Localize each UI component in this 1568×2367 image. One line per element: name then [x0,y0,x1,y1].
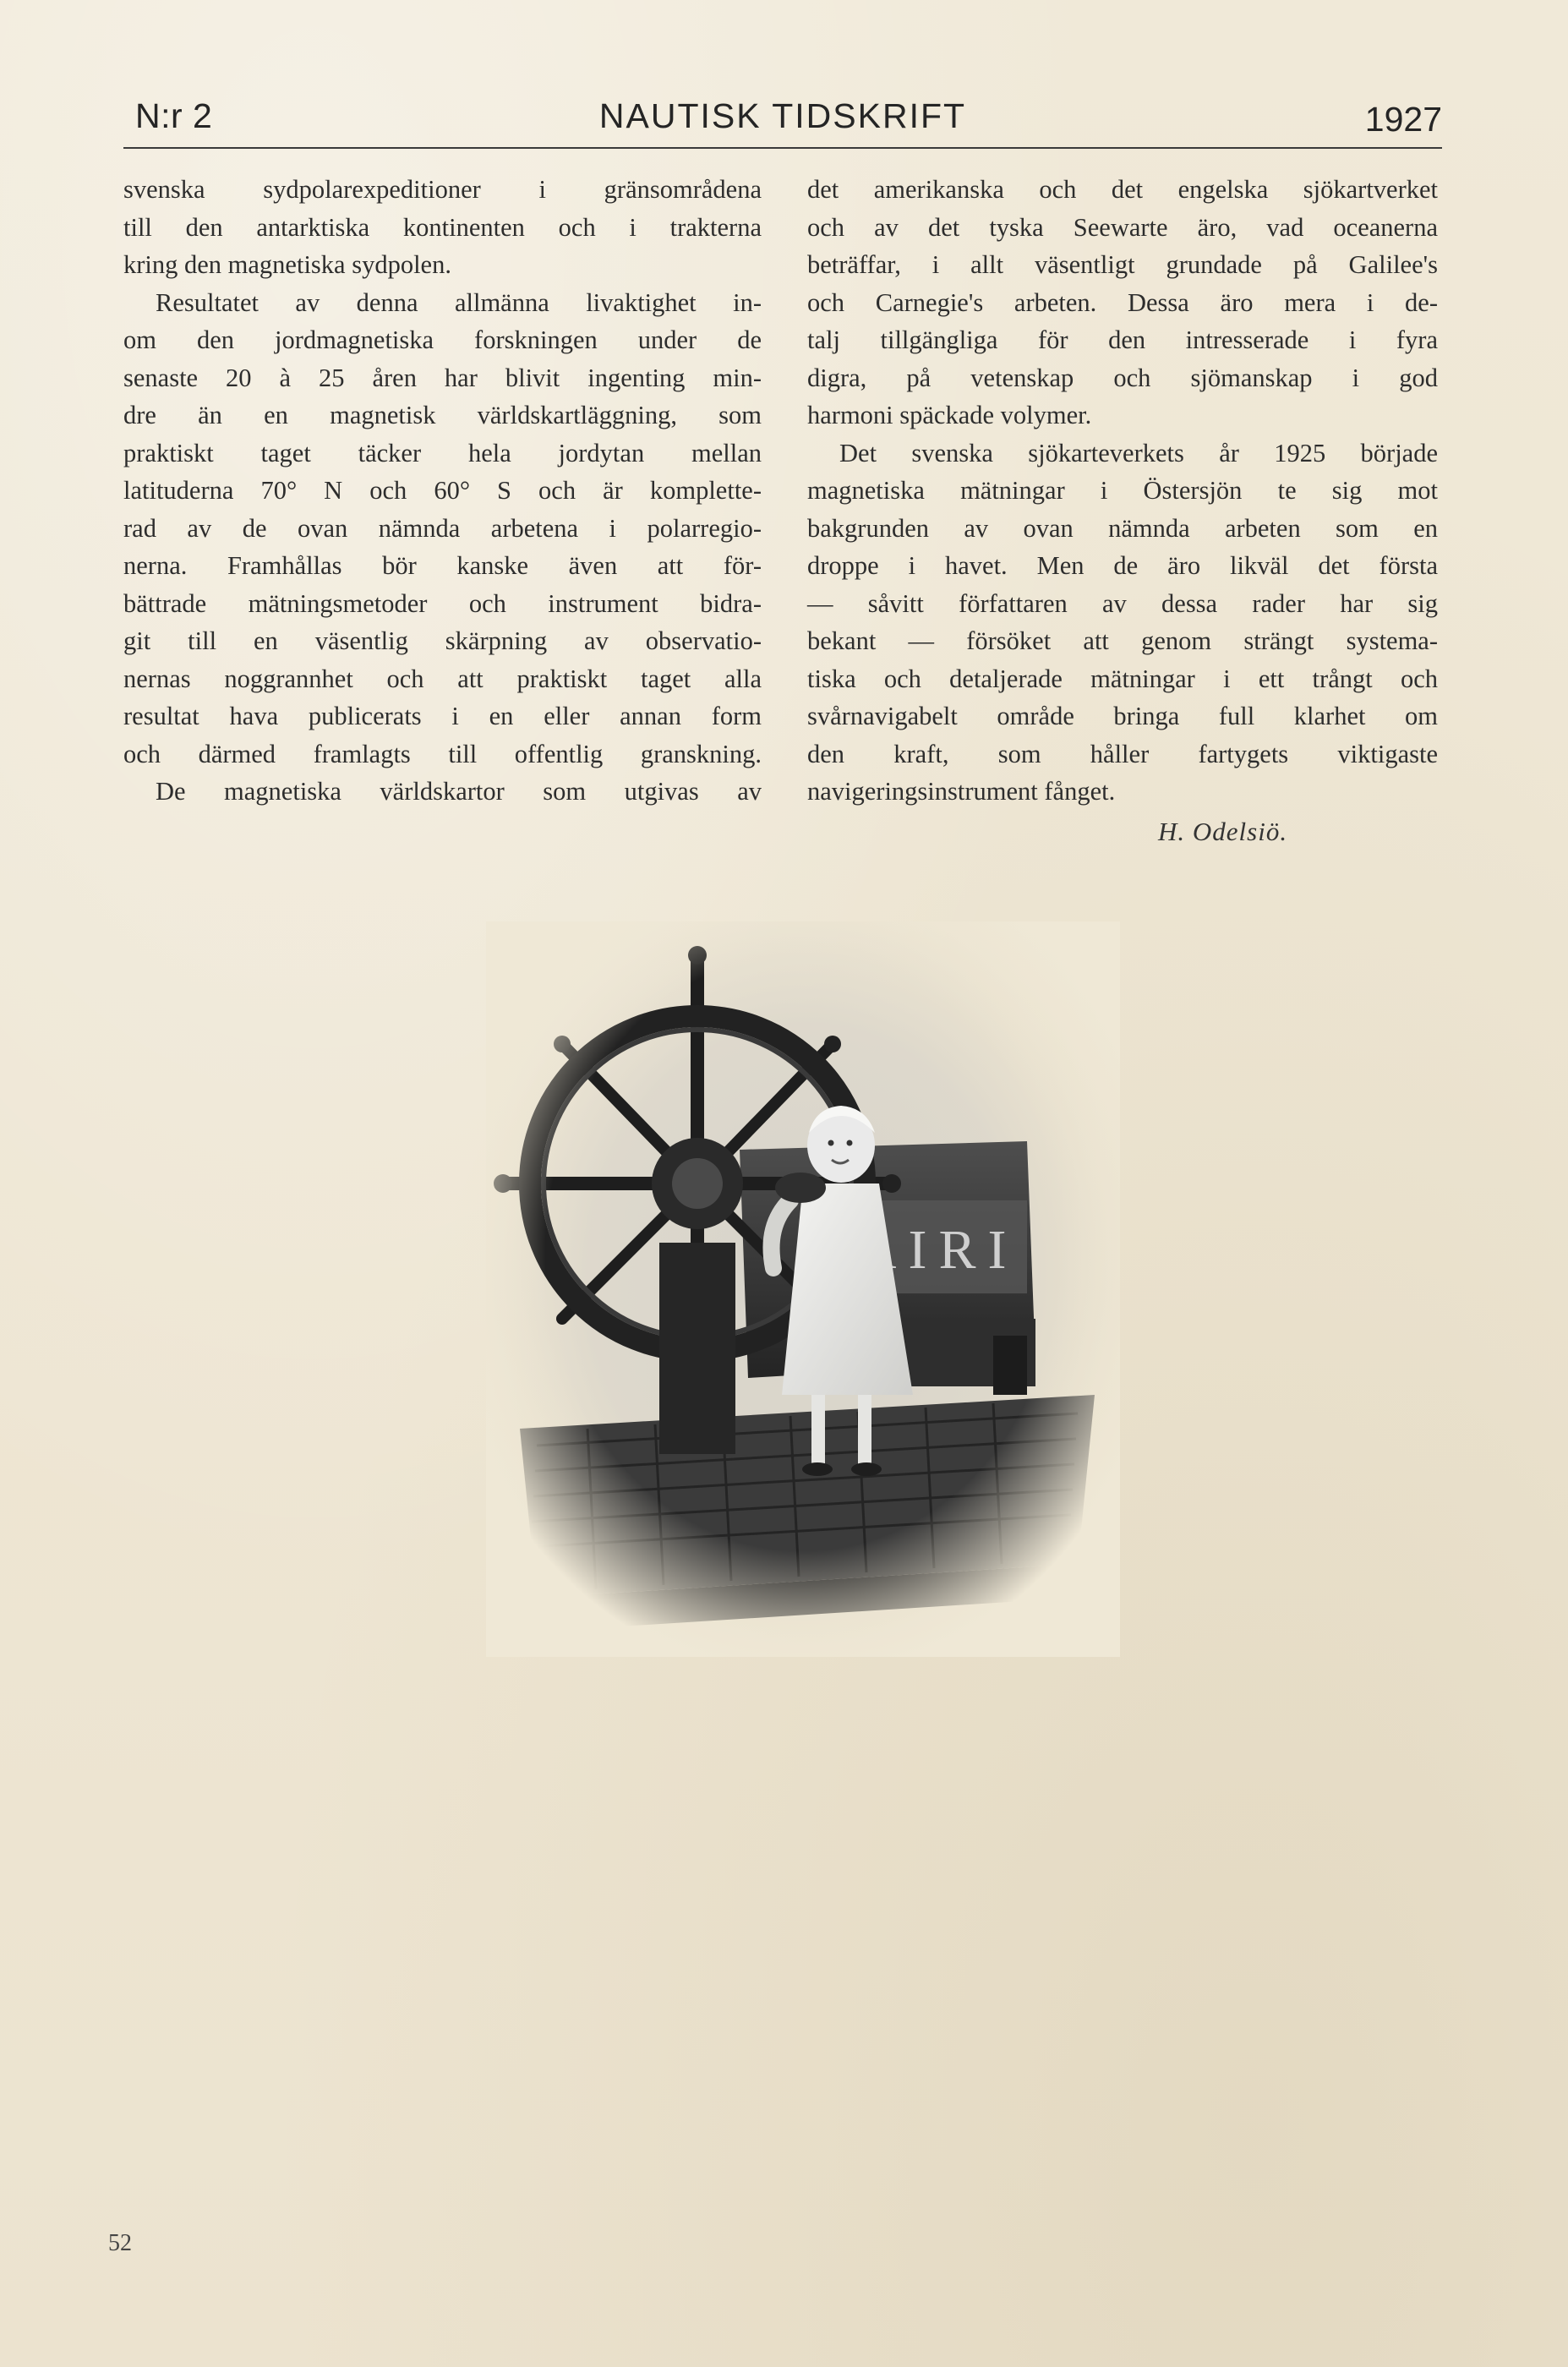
publication-year: 1927 [1364,100,1442,139]
text-line: senaste 20 à 25 åren har blivit ingenting min- [123,363,762,392]
photo-vignette-edge [486,921,1120,1657]
text-line: till den antarktiska kontinenten och i trakterna [123,212,762,242]
text-line: och därmed framlagts till offentlig granskning. [123,739,762,768]
text-line: Det svenska sjökarteverkets år 1925 började [839,438,1438,467]
text-line: nernas noggrannhet och att praktiskt taget alla [123,664,762,693]
text-line: git till en väsentlig skärpning av observatio- [123,626,762,655]
photo-illustration [486,921,1120,1657]
text-line: och Carnegie's arbeten. Dessa äro mera i de- [807,287,1438,317]
text-line: nerna. Framhållas bör kanske även att för- [123,551,762,580]
text-line: rad av de ovan nämnda arbetena i polarregio- [123,513,762,543]
text-line: beträffar, i allt väsentligt grundade på Galilee's [807,250,1438,279]
text-line: bekant — försöket att genom strängt systema- [807,626,1438,655]
text-line: resultat hava publicerats i en eller annan form [123,702,762,730]
author-signature: H. Odelsiö. [1158,817,1288,846]
text-line: digra, på vetenskap och sjömanskap i god [807,363,1438,392]
left-text-column [123,171,762,811]
text-line: droppe i havet. Men de äro likväl det första [807,551,1438,580]
text-line: dre än en magnetisk världskartläggning, som [123,401,762,429]
text-line: om den jordmagnetiska forskningen under de [123,325,762,354]
text-line: kring den magnetiska sydpolen. [123,250,451,279]
running-header [123,91,1442,149]
text-line: magnetiska mätningar i Östersjön te sig mot [807,476,1438,505]
text-line: det amerikanska och det engelska sjökartverket [807,175,1438,204]
text-line: den kraft, som håller fartygets viktigaste [807,739,1438,768]
text-line: navigeringsinstrument fånget. [807,777,1116,806]
text-line: svårnavigabelt område bringa full klarhet om [807,702,1438,730]
text-line: — såvitt författaren av dessa rader har sig [807,588,1438,618]
text-line: svenska sydpolarexpeditioner i gränsområdena [123,175,762,204]
text-line: talj tillgängliga för den intresserade i fyra [807,325,1438,354]
page-number: 52 [108,2230,132,2256]
text-line: De magnetiska världskartor som utgivas av [156,777,762,806]
photograph-ship-wheel-child [486,921,1120,1657]
right-text-column [807,171,1438,811]
text-line: bättrade mätningsmetoder och instrument bidra- [123,588,762,618]
journal-title: NAUTISK TIDSKRIFT [598,96,967,135]
text-line: praktiskt taget täcker hela jordytan mellan [123,438,762,467]
text-line: tiska och detaljerade mätningar i ett trångt och [807,664,1438,693]
text-line: bakgrunden av ovan nämnda arbeten som en [807,513,1438,543]
text-line: Resultatet av denna allmänna livaktighet in- [156,287,762,317]
text-line: och av det tyska Seewarte äro, vad oceanerna [807,212,1438,242]
issue-number: N:r 2 [135,96,213,135]
text-line: latituderna 70° N och 60° S och är komplette- [123,476,762,505]
text-line: harmoni späckade volymer. [807,401,1092,429]
